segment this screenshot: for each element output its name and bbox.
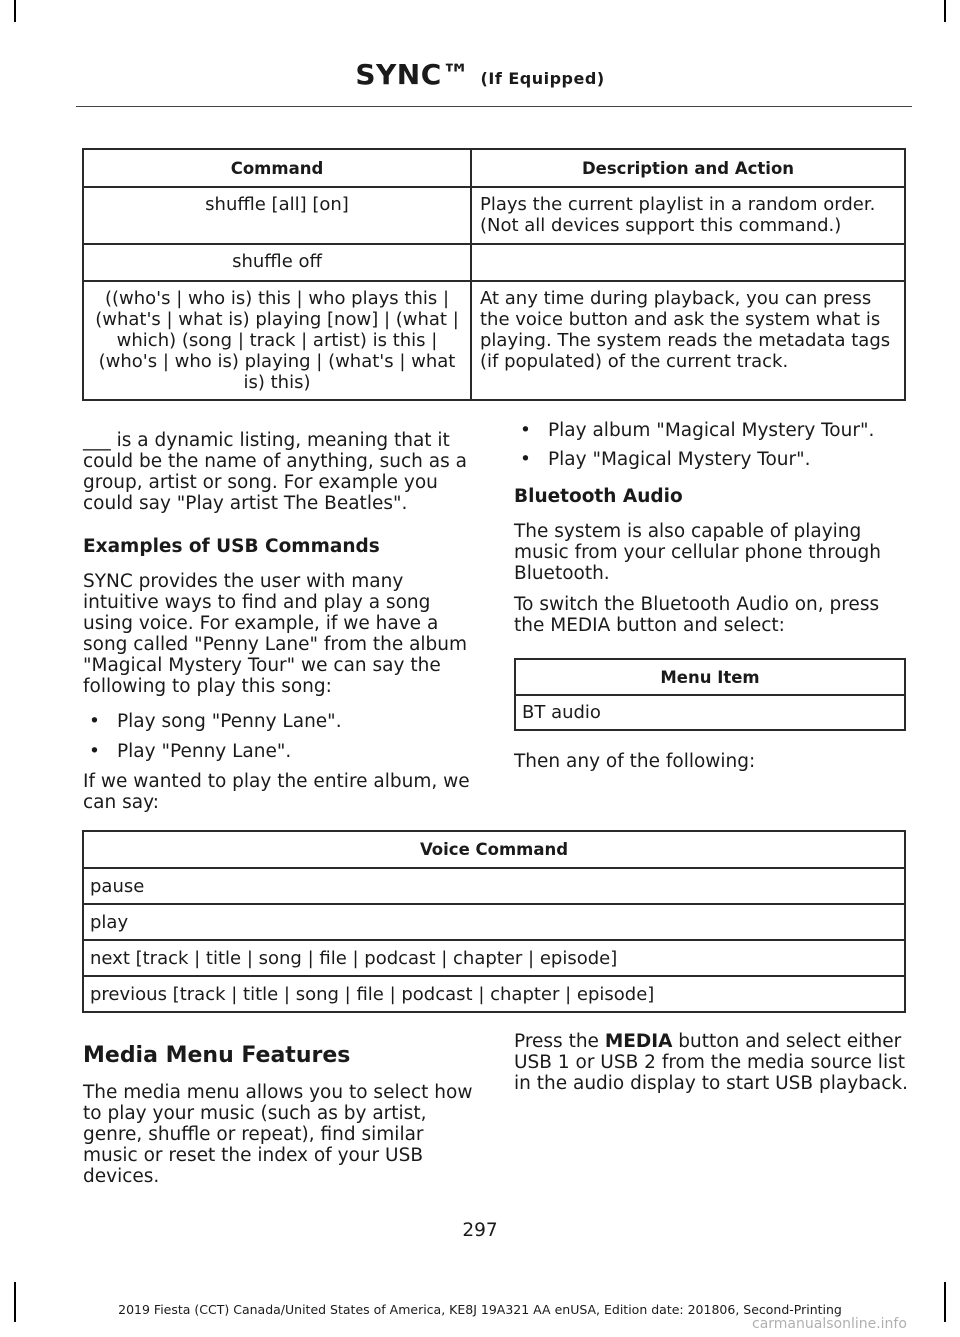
then-any-text	[514, 751, 910, 772]
album-intro: If we wanted to play the entire album, we can say:	[83, 771, 470, 813]
list-item-text: Play song "Penny Lane".	[117, 711, 342, 732]
table-row	[83, 244, 905, 281]
list-item-text: Play "Magical Mystery Tour".	[548, 449, 811, 470]
media-menu-section	[83, 1045, 478, 1187]
table-row	[83, 904, 905, 940]
description-cell: Plays the current playlist in a random order. (Not all devices support this command.)	[471, 187, 905, 244]
crop-mark-top-left	[14, 0, 16, 22]
page-number: 297	[462, 1220, 498, 1241]
list-item-text: Play album "Magical Mystery Tour".	[548, 420, 875, 441]
bluetooth-body: The system is also capable of playing music from your cellular phone through Bluetooth.	[514, 521, 881, 584]
examples-body: SYNC provides the user with many intuitive ways to find and play a song using voice. For example, if we have a song called "Penny Lane" from the album "Magical Mystery Tour" we can say the following to play this song:	[83, 571, 468, 697]
page-header	[0, 58, 960, 91]
header-rule	[76, 106, 912, 107]
list-item	[83, 741, 478, 762]
menu-item-cell: BT audio	[515, 695, 905, 730]
description-cell: At any time during playback, you can press the voice button and ask the system what is playing. The system reads the metadata tags (if populated) of the current track.	[471, 281, 905, 400]
crop-mark-top-right	[944, 0, 946, 22]
description-cell	[471, 244, 905, 281]
list-item-text: Play "Penny Lane".	[117, 741, 292, 762]
media-menu-body: The media menu allows you to select how to play your music (such as by artist, genre, shuffle or repeat), find similar music or reset the index of your USB devices.	[83, 1082, 473, 1187]
examples-heading: Examples of USB Commands	[83, 536, 380, 557]
table-row	[83, 940, 905, 976]
table-header-row	[83, 831, 905, 868]
description-header: Description and Action	[471, 149, 905, 187]
voice-command-header: Voice Command	[83, 831, 905, 868]
table-row	[515, 695, 905, 730]
list-item	[514, 449, 910, 470]
then-any-label: Then any of the following:	[514, 751, 756, 772]
media-press-text	[514, 1031, 910, 1094]
media-keyword: MEDIA	[604, 1031, 673, 1052]
header-subtitle: (If Equipped)	[480, 69, 605, 88]
table-header-row	[515, 659, 905, 695]
press-pre-text: Press the	[514, 1031, 605, 1052]
table-row	[83, 281, 905, 400]
command-cell: shuffle off	[83, 244, 471, 281]
voice-command-cell: next [track | title | song | file | podcast | chapter | episode]	[83, 940, 905, 976]
bluetooth-switch-instruction: To switch the Bluetooth Audio on, press the MEDIA button and select:	[514, 594, 880, 636]
command-cell: ((who's | who is) this | who plays this | (what's | what is) playing [now] | (what | which) (song | track | artist) is this | (who's | who is) playing | (what's | what is) this)	[83, 281, 471, 400]
footer-text: 2019 Fiesta (CCT) Canada/United States of America, KE8J 19A321 AA enUSA, Edition date: 201806, Second-Printing	[118, 1302, 842, 1317]
list-item	[514, 420, 910, 441]
table-row	[83, 187, 905, 244]
menu-item-header: Menu Item	[515, 659, 905, 695]
watermark: carmanualsonline.info	[752, 1316, 907, 1332]
table-row	[83, 868, 905, 904]
header-title: SYNC™	[355, 58, 471, 91]
command-cell: shuffle [all] [on]	[83, 187, 471, 244]
command-header: Command	[83, 149, 471, 187]
bluetooth-heading: Bluetooth Audio	[514, 486, 683, 507]
media-menu-heading: Media Menu Features	[83, 1043, 351, 1068]
voice-command-table	[82, 830, 906, 1013]
right-column	[514, 420, 910, 636]
bullet-icon: •	[520, 449, 531, 470]
menu-item-table	[514, 658, 906, 731]
dynamic-listing-note: ___ is a dynamic listing, meaning that it could be the name of anything, such as a group, artist or song. For example you could say "Play artist The Beatles".	[83, 430, 467, 514]
command-table	[82, 148, 906, 401]
left-column	[83, 430, 478, 813]
press-post-text: button and select either USB 1 or USB 2 from the media source list in the audio display to start USB playback.	[514, 1031, 908, 1094]
voice-command-cell: previous [track | title | song | file | podcast | chapter | episode]	[83, 976, 905, 1012]
bullet-icon: •	[520, 420, 531, 441]
voice-command-cell: pause	[83, 868, 905, 904]
voice-command-cell: play	[83, 904, 905, 940]
list-item	[83, 711, 478, 732]
table-header-row	[83, 149, 905, 187]
bullet-icon: •	[89, 741, 100, 762]
table-row	[83, 976, 905, 1012]
bullet-icon: •	[89, 711, 100, 732]
media-press-paragraph	[514, 1031, 910, 1094]
